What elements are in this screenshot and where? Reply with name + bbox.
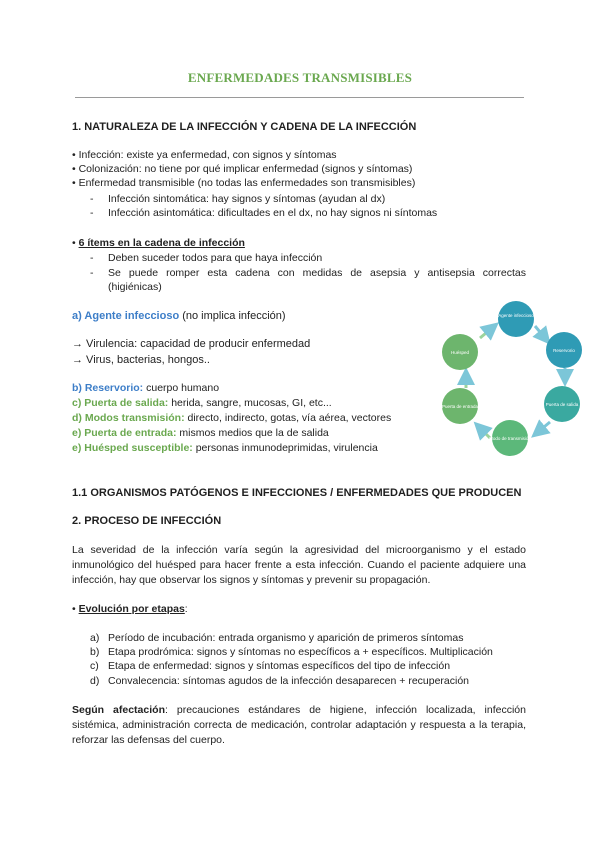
item-text: cuerpo humano [143, 382, 220, 394]
section-1-heading: 1. NATURALEZA DE LA INFECCIÓN Y CADENA DE LA INFECCIÓN [72, 121, 417, 133]
dash-marker: - [90, 193, 94, 205]
node-entry-door [442, 388, 479, 424]
virus-line: → Virus, bacterias, hongos.. [72, 354, 210, 366]
stage-label: a) [90, 632, 100, 644]
evolution-heading-line [72, 602, 188, 616]
stage-convalescence: Convalecencia: síntomas agudos de la infección desaparecen + recuperación [108, 675, 470, 687]
node-agent [498, 301, 534, 337]
stage-prodromal: Etapa prodrómica: signos y síntomas no específicos a + específicos. Multiplicación [108, 646, 493, 658]
item-text: herida, sangre, mucosas, GI, etc... [168, 397, 332, 409]
agent-text: (no implica infección) [179, 310, 286, 322]
node-exit-door [544, 386, 580, 422]
document-title: ENFERMEDADES TRANSMISIBLES [187, 70, 413, 85]
evolution-colon: : [184, 603, 188, 615]
item-reservoir [72, 381, 219, 395]
asymptomatic-infection: Infección asintomática: dificultades en el dx, no hay signos ni síntomas [108, 207, 438, 219]
symptomatic-infection: Infección sintomática: hay signos y síntomas (ayudan al dx) [108, 193, 386, 205]
afectacion-label: Según afectación [72, 704, 165, 716]
stage-label: b) [90, 646, 100, 658]
chain-bullet: • [72, 237, 79, 249]
cycle-arrow [535, 326, 545, 338]
agent-line [72, 309, 286, 323]
infection-chain-diagram [430, 300, 590, 470]
chain-break-measures: Se puede romper esta cadena con medidas de asepsia y antisepsia correctas (higiénicas) [108, 267, 526, 293]
dash-marker: - [90, 267, 94, 279]
node-label: Agente infeccioso [498, 313, 534, 318]
stage-label: c) [90, 660, 99, 672]
item-text: mismos medios que la de salida [176, 427, 329, 439]
node-label: Puerta de salida [545, 402, 579, 407]
stage-label: d) [90, 675, 100, 687]
evolution-bullet: • [72, 603, 79, 615]
title-divider [75, 97, 524, 98]
chain-all-required: Deben suceder todos para que haya infección [108, 252, 323, 264]
item-label: e) Puerta de entrada: [72, 427, 177, 439]
virulence-line: → Virulencia: capacidad de producir enfermedad [72, 338, 311, 350]
dash-marker: - [90, 252, 94, 264]
item-label: d) Modos transmisión: [72, 412, 185, 424]
node-host [442, 334, 478, 370]
evolution-heading: Evolución por etapas [78, 603, 185, 615]
node-label: Modo de transmisión [489, 436, 531, 441]
item-host [72, 441, 378, 455]
item-entry-door [72, 426, 329, 440]
chain-heading: 6 ítems en la cadena de infección [78, 237, 245, 249]
bullet-colonization: • Colonización: no tiene por qué implicar enfermedad (signos y síntomas) [72, 163, 413, 175]
bullet-transmissible: • Enfermedad transmisible (no todas las enfermedades son transmisibles) [72, 177, 416, 189]
cycle-arrow [538, 422, 550, 432]
item-label: b) Reservorio: [72, 382, 144, 394]
node-label: Puerta de entrada [441, 404, 479, 409]
item-label: c) Puerta de salida: [72, 397, 169, 409]
agent-label: a) Agente infeccioso [72, 310, 180, 322]
stage-incubation: Período de incubación: entrada organismo y aparición de primeros síntomas [108, 632, 464, 644]
afectacion-paragraph [72, 703, 526, 748]
afectacion-text: : precauciones estándares de higiene, infección localizada, infección sistémica, administración correcta de medicación, controlar adaptación y respuesta a la terapia, reforzar las defensas del cuerpo. [72, 704, 526, 746]
item-exit-door [72, 396, 332, 410]
chain-heading-line [72, 236, 245, 250]
item-label: e) Huésped susceptible: [72, 442, 193, 454]
node-reservoir [546, 332, 582, 368]
item-transmission [72, 411, 391, 425]
stage-illness: Etapa de enfermedad: signos y síntomas específicos del tipo de infección [108, 660, 451, 672]
infection-process-paragraph: La severidad de la infección varía según la agresividad del microorganismo y el estado inmunológico del huésped para hacer frente a esta infección. Cuando el paciente adquiere una infección, hay que observar los signos y síntomas y prevenir su propagación. [72, 544, 526, 586]
node-label: Huésped [450, 350, 470, 355]
node-label: Reservorio [553, 348, 575, 353]
dash-marker: - [90, 207, 94, 219]
cycle-arrow [480, 328, 492, 338]
section-2-heading: 2. PROCESO DE INFECCIÓN [72, 515, 222, 527]
node-transmission [489, 420, 531, 456]
section-1-1-heading: 1.1 ORGANISMOS PATÓGENOS E INFECCIONES / ENFERMEDADES QUE PRODUCEN [72, 487, 522, 499]
item-text: personas inmunodeprimidas, virulencia [192, 442, 378, 454]
bullet-infection: • Infección: existe ya enfermedad, con signos y síntomas [72, 149, 337, 161]
item-text: directo, indirecto, gotas, vía aérea, vectores [184, 412, 392, 424]
